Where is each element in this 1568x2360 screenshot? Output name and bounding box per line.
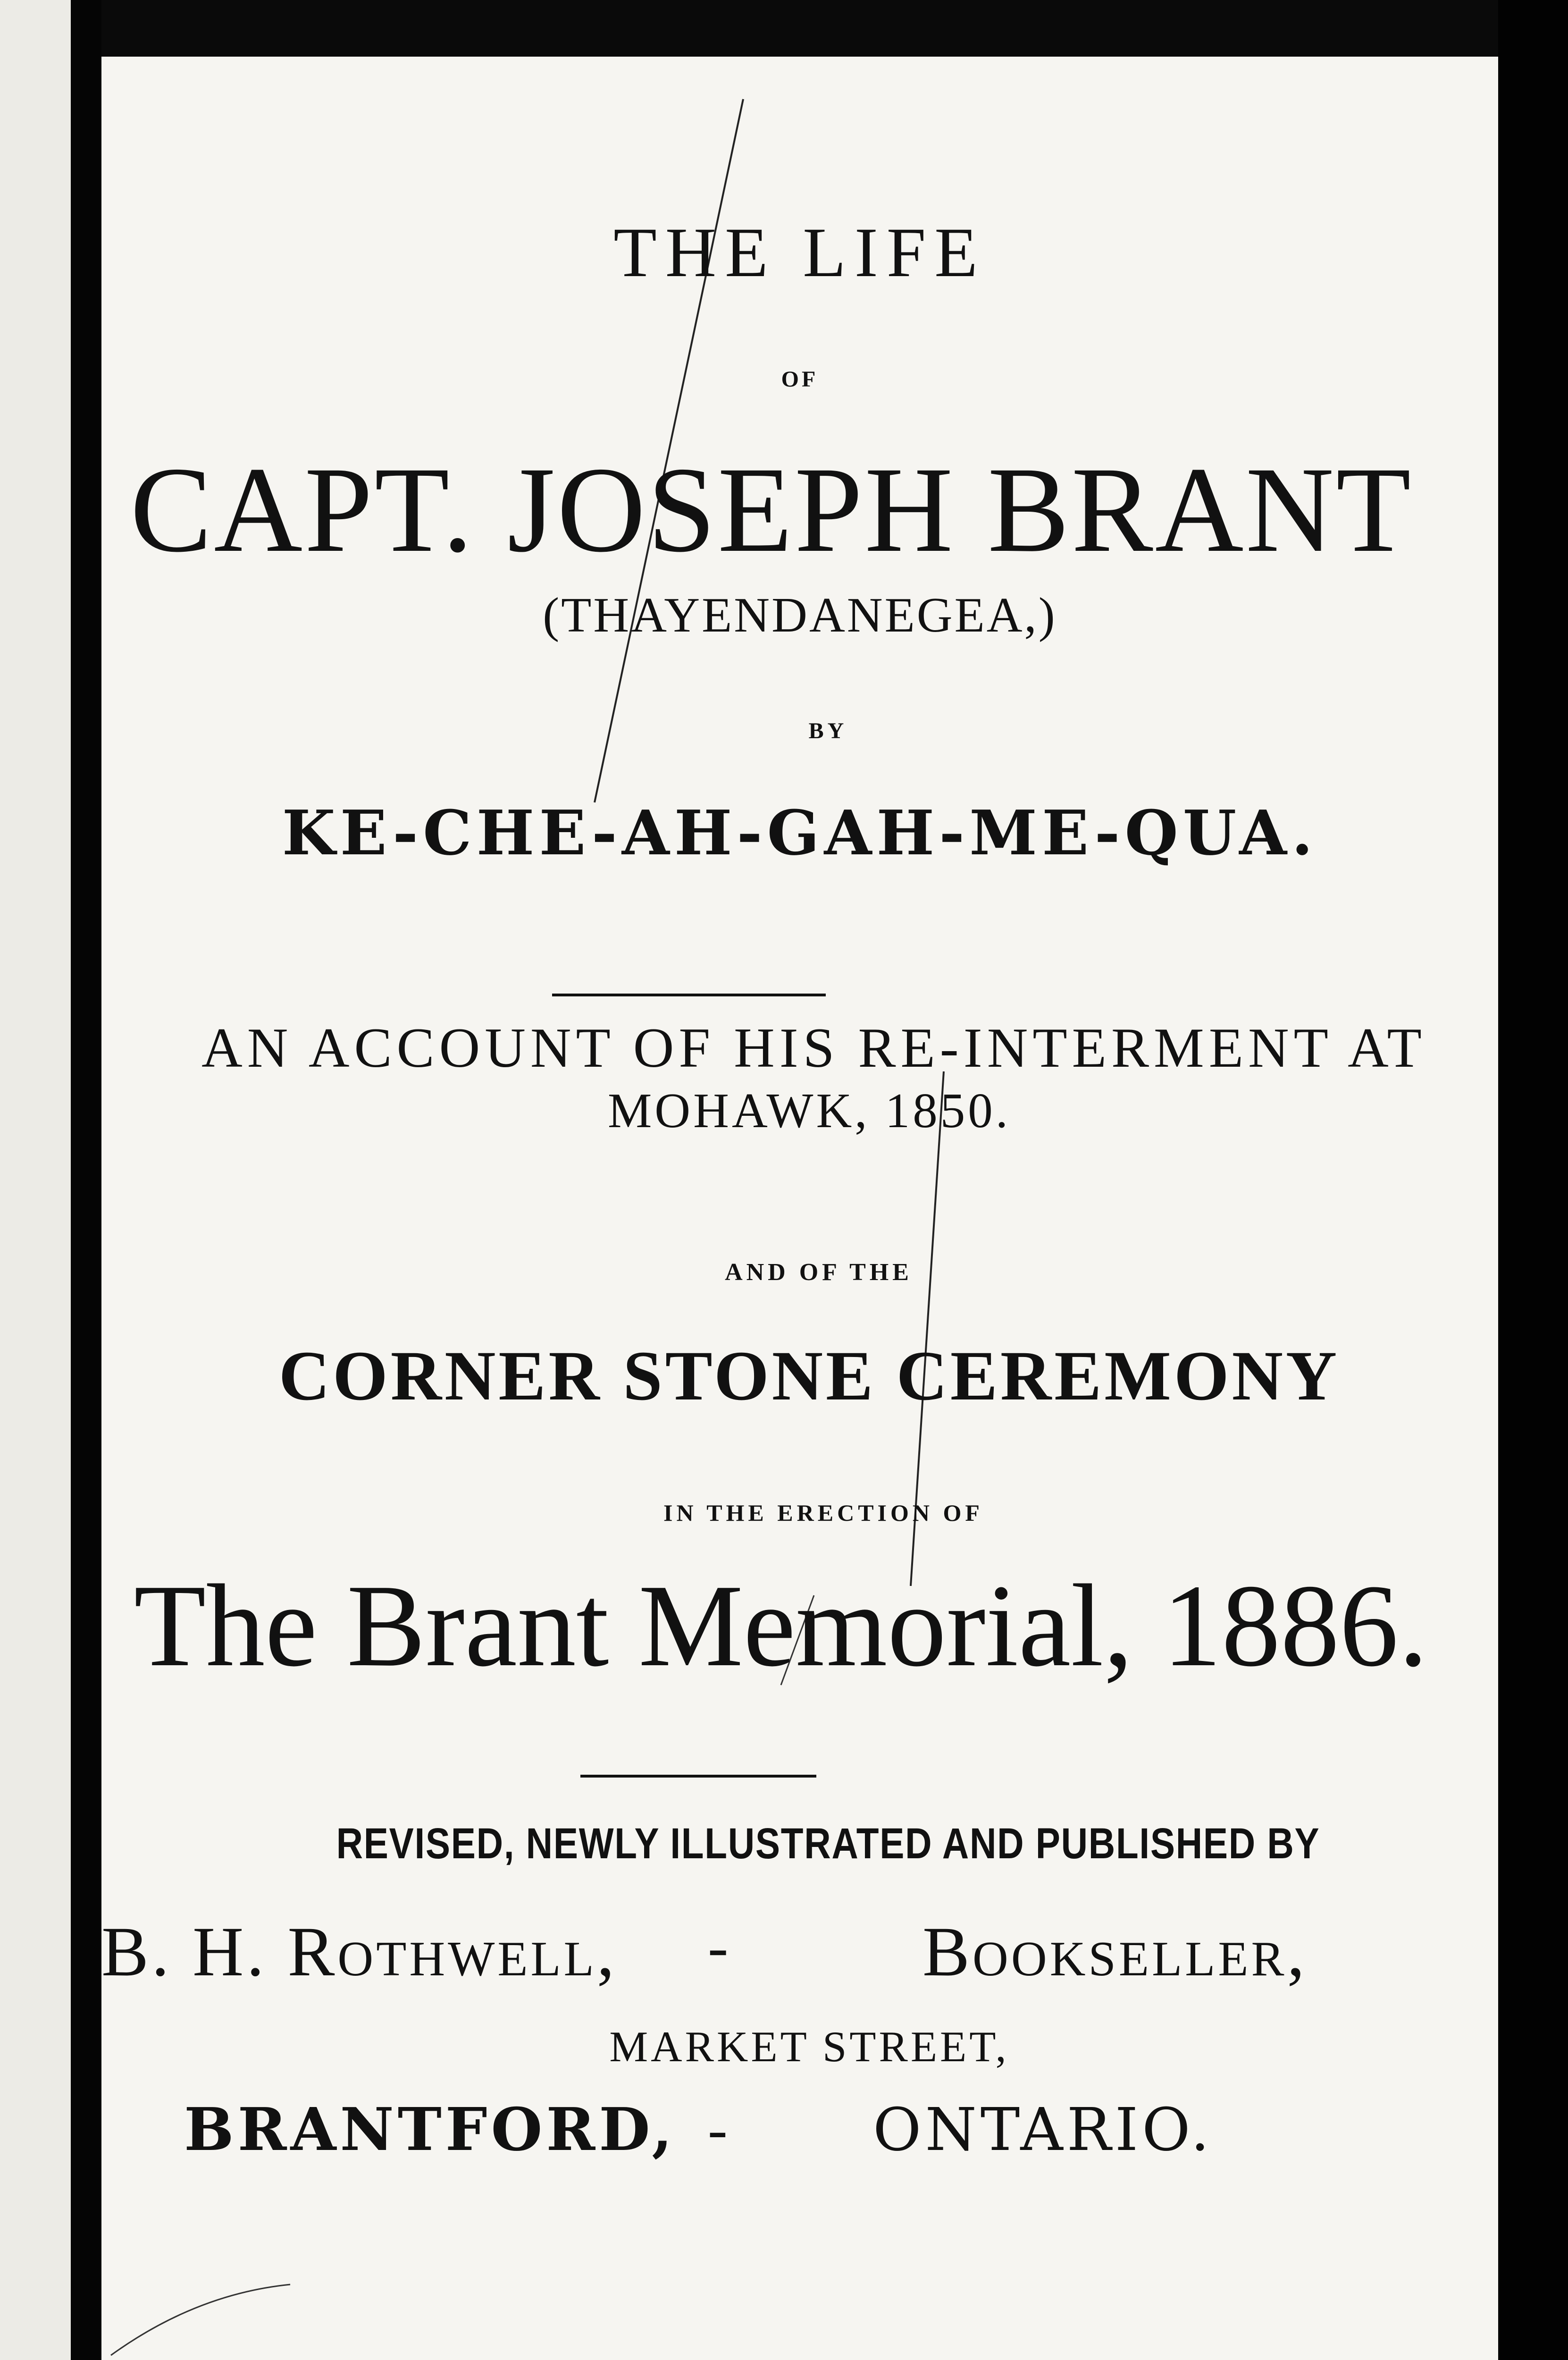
and-of-the-label: AND OF THE [725,1259,913,1286]
city-name: BRANTFORD, [184,2095,676,2164]
publisher-role: Bookseller, [922,1913,1308,1991]
publisher-name: B. H. Rothwell, [101,1913,618,1991]
divider-rule [580,1775,816,1778]
memorial-heading: The Brant Memorial, 1886. [134,1560,1428,1691]
title-line: THE LIFE [613,213,986,292]
ceremony-heading: CORNER STONE CEREMONY [278,1337,1340,1415]
account-line-1: AN ACCOUNT OF HIS RE-INTERMENT AT [201,1016,1426,1079]
erection-label: IN THE ERECTION OF [663,1500,983,1526]
separator-dash: - [708,1913,729,1981]
divider-rule [552,994,826,996]
revised-line: REVISED, NEWLY ILLUSTRATED AND PUBLISHED BY [336,1820,1320,1868]
province-name: ONTARIO. [873,2096,1214,2164]
subject-name: CAPT. JOSEPH BRANT [130,442,1413,578]
street-address: MARKET STREET, [609,2023,1009,2071]
pencil-mark [101,57,1498,2360]
scan-top-edge [101,0,1498,57]
account-line-2: MOHAWK, 1850. [607,1083,1011,1138]
scan-gutter [71,0,101,2360]
by-label: BY [808,718,848,743]
native-name: (THAYENDANEGEA,) [543,587,1057,642]
title-page [101,57,1498,2360]
author-name: KE-CHE-AH-GAH-ME-QUA. [282,797,1318,869]
scan-right-edge [1498,0,1568,2360]
separator-dash: - [708,2097,728,2162]
scan-left-strip [0,0,71,2360]
of-label: OF [781,367,819,392]
